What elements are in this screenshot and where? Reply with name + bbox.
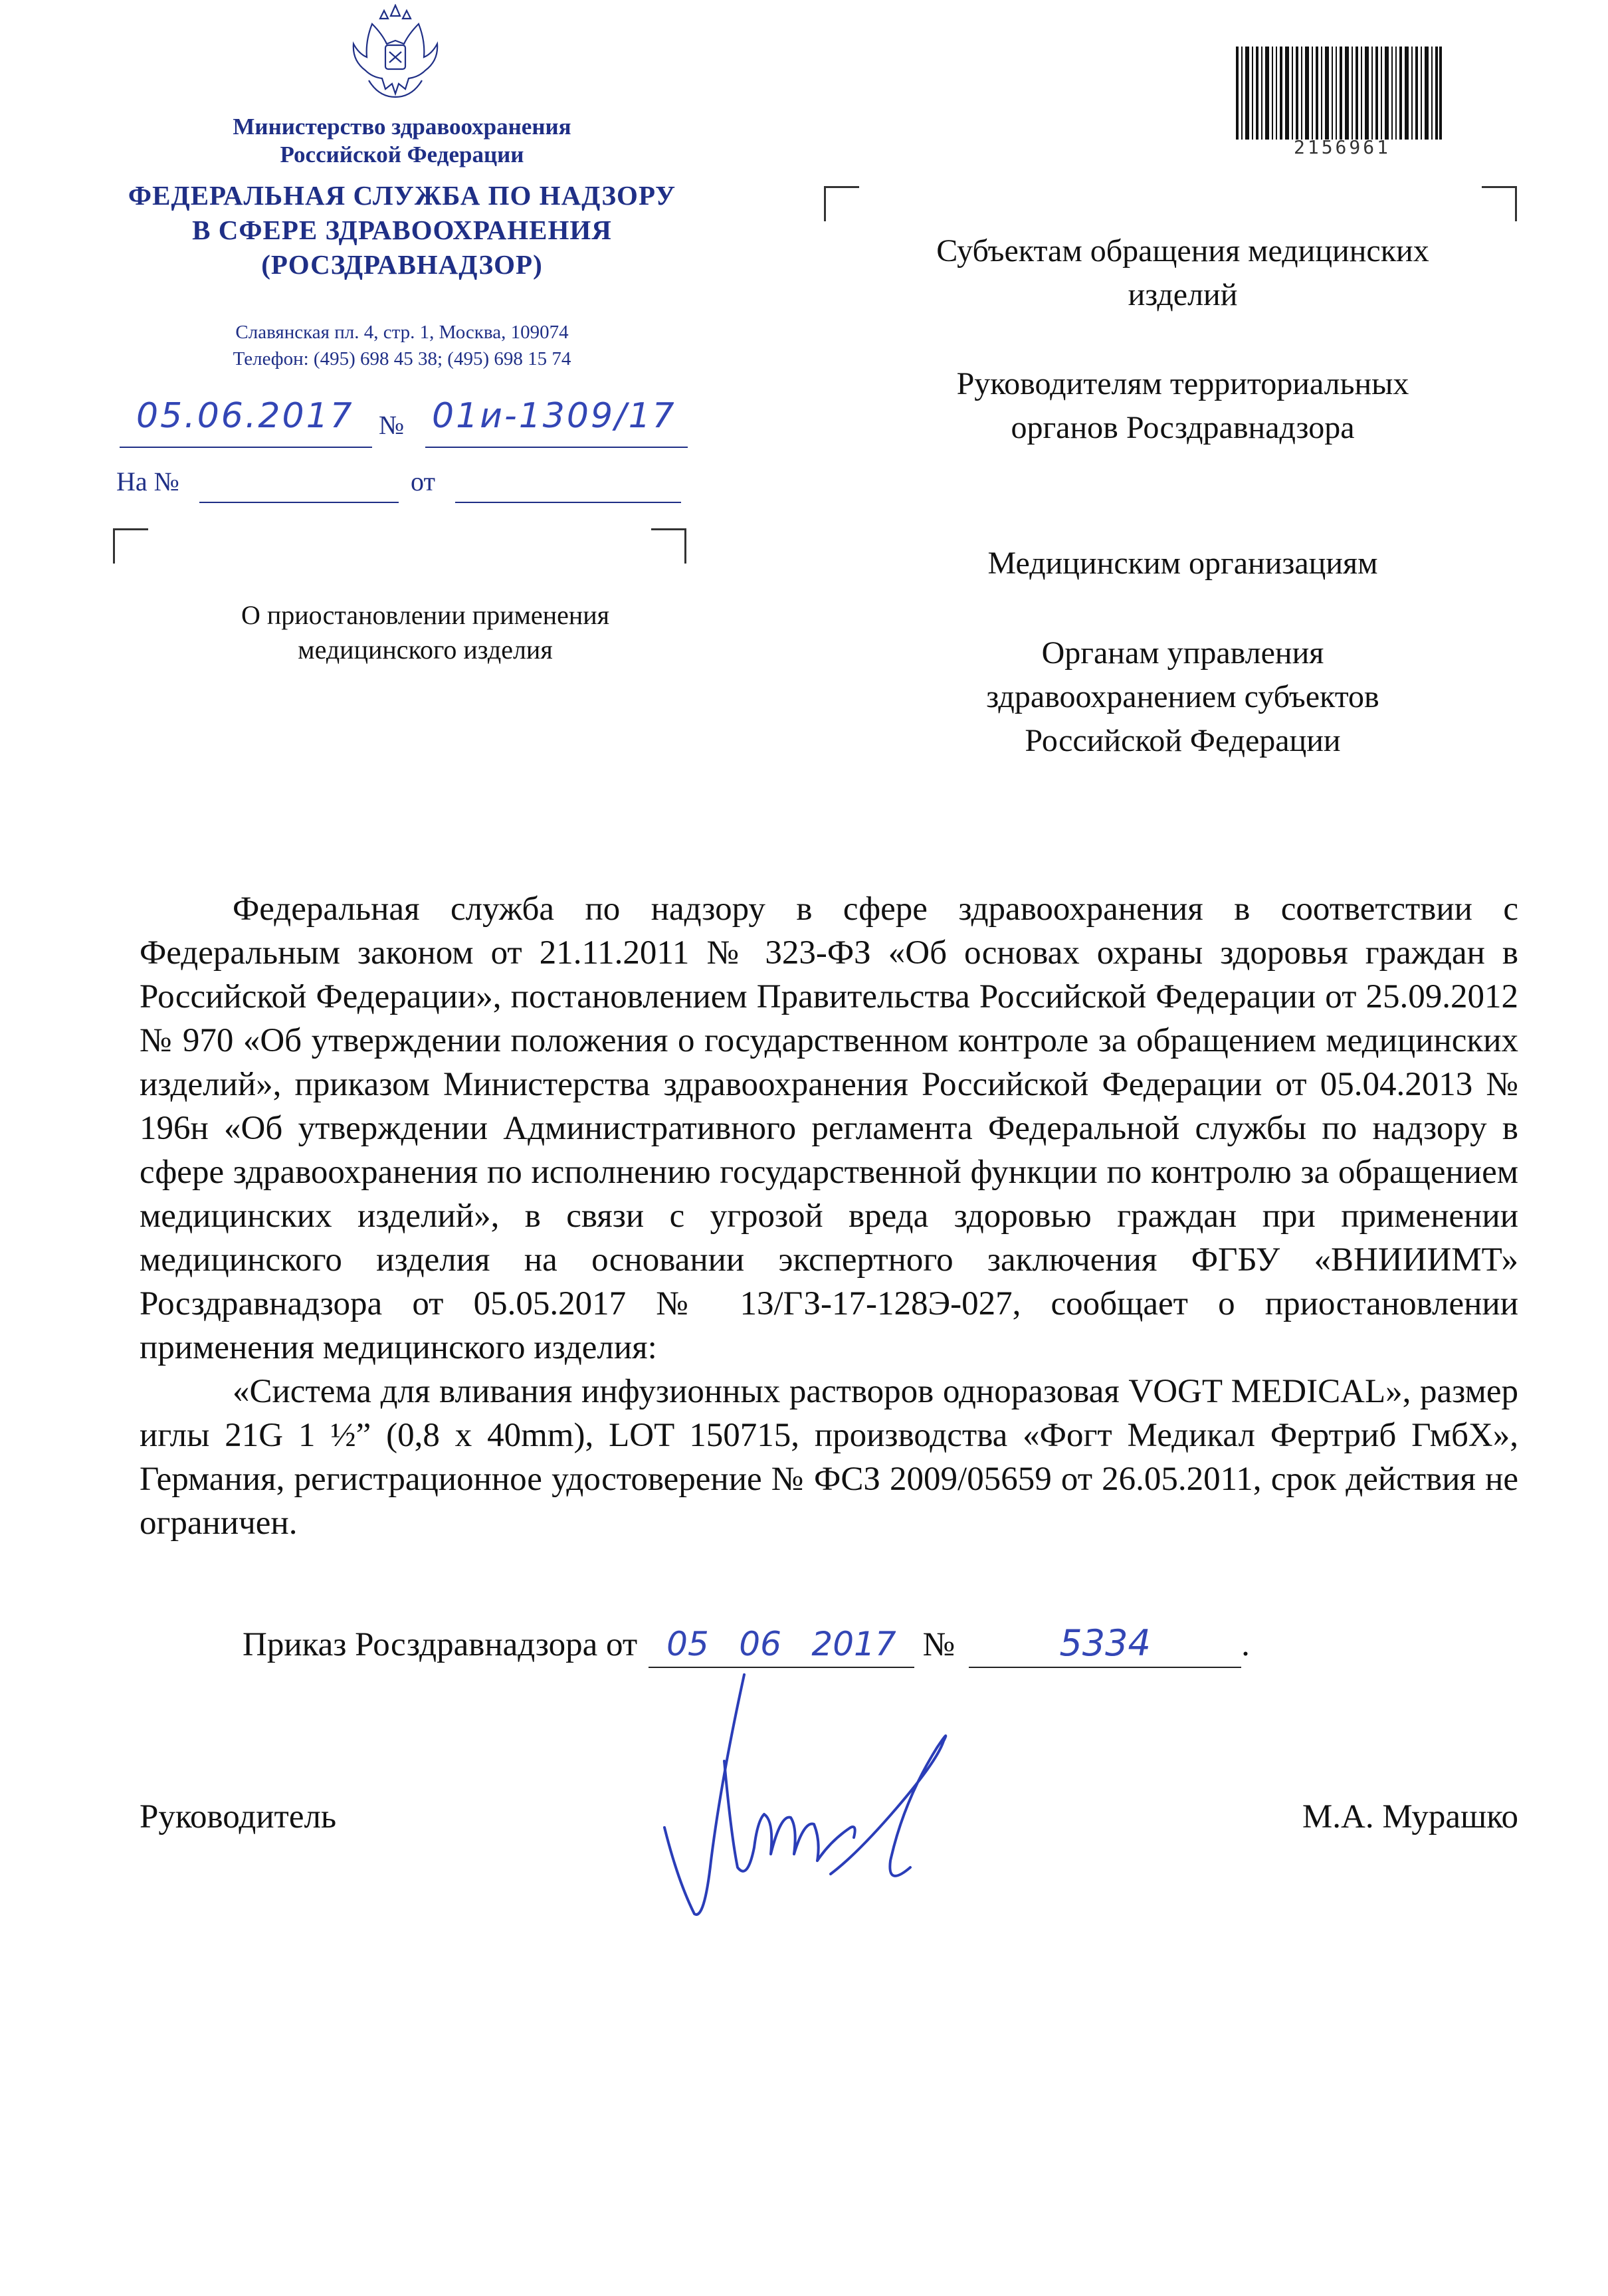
- order-number: 5334: [1059, 1622, 1151, 1664]
- service-name-line2: В СФЕРЕ ЗДРАВООХРАНЕНИЯ: [192, 215, 612, 245]
- letter-subject: О приостановлении применения медицинского изделия: [241, 600, 610, 665]
- service-name-line3: (РОСЗДРАВНАДЗОР): [261, 249, 543, 280]
- order-date-year: 2017: [811, 1625, 896, 1663]
- signatory-name: М.А. Мурашко: [1302, 1798, 1518, 1835]
- letter-body: [140, 887, 1518, 1545]
- body-paragraph-1: Федеральная служба по надзору в сфере здравоохранения в соответствии с Федеральным законом от 21.11.2011 № 323-ФЗ «Об основах охраны здоровья граждан в Российской Федерации», постановлением Правительства Российской Федерации от 25.09.2012 № 970 «Об утверждении положения о государственном контроле за обращением медицинских изделий», приказом Министерства здравоохранения Российской Федерации от 05.04.2013 № 196н «Об утверждении Административного регламента Федеральной службы по надзору в сфере здравоохранения по исполнению государственной функции по контролю за обращением медицинских изделий», в связи с угрозой вреда здоровью граждан при применении медицинского изделия на основании экспертного заключения ФГБУ «ВНИИИМТ» Росздравнадзора от 05.05.2017 № 13/ГЗ-17-128Э-027, сообщает о приостановлении применения медицинского изделия:: [140, 890, 1518, 1366]
- addressee-2: Руководителям территориальных органов Росздравнадзора: [956, 366, 1409, 445]
- ministry-name-line1: Министерство здравоохранения: [233, 114, 571, 140]
- addressee-1: Субъектам обращения медицинских изделий: [936, 233, 1429, 312]
- order-number-sign: №: [922, 1626, 955, 1663]
- addressee-4: Органам управления здравоохранением субъектов Российской Федерации: [986, 635, 1379, 758]
- order-date-month: 06: [739, 1625, 781, 1663]
- reply-to-label: На №: [116, 467, 179, 496]
- registration-date: 05.06.2017: [136, 396, 354, 436]
- addressee-3: Медицинским организациям: [987, 546, 1378, 581]
- body-paragraph-2: «Система для вливания инфузионных растворов одноразовая VOGT MEDICAL», размер иглы 21G 1 ½” (0,8 x 40mm), LOT 150715, производства «Фогт Медикал Фертриб ГмбХ», Германия, регистрационное удостоверение № ФСЗ 2009/05659 от 26.05.2011, срок действия не ограничен.: [140, 1373, 1518, 1542]
- handwritten-signature: [658, 1661, 1003, 1927]
- registration-number-sign: №: [379, 410, 405, 440]
- order-date-day: 05: [666, 1625, 709, 1663]
- order-prefix: Приказ Росздравнадзора от: [243, 1626, 638, 1663]
- order-end: .: [1241, 1626, 1250, 1663]
- signatory-title: Руководитель: [140, 1798, 337, 1835]
- coat-of-arms-icon: [346, 4, 445, 104]
- reply-from-label: от: [411, 467, 435, 496]
- service-phone: Телефон: (495) 698 45 38; (495) 698 15 74: [233, 348, 571, 369]
- order-number-field: [969, 1621, 1241, 1668]
- registration-number: 01и-1309/17: [432, 396, 676, 436]
- service-name-line1: ФЕДЕРАЛЬНАЯ СЛУЖБА ПО НАДЗОРУ: [128, 180, 676, 211]
- barcode-icon: [1236, 47, 1442, 140]
- service-address: Славянская пл. 4, стр. 1, Москва, 109074: [235, 322, 569, 343]
- barcode-number: 2156961: [1293, 136, 1391, 158]
- ministry-name-line2: Российской Федерации: [280, 142, 524, 167]
